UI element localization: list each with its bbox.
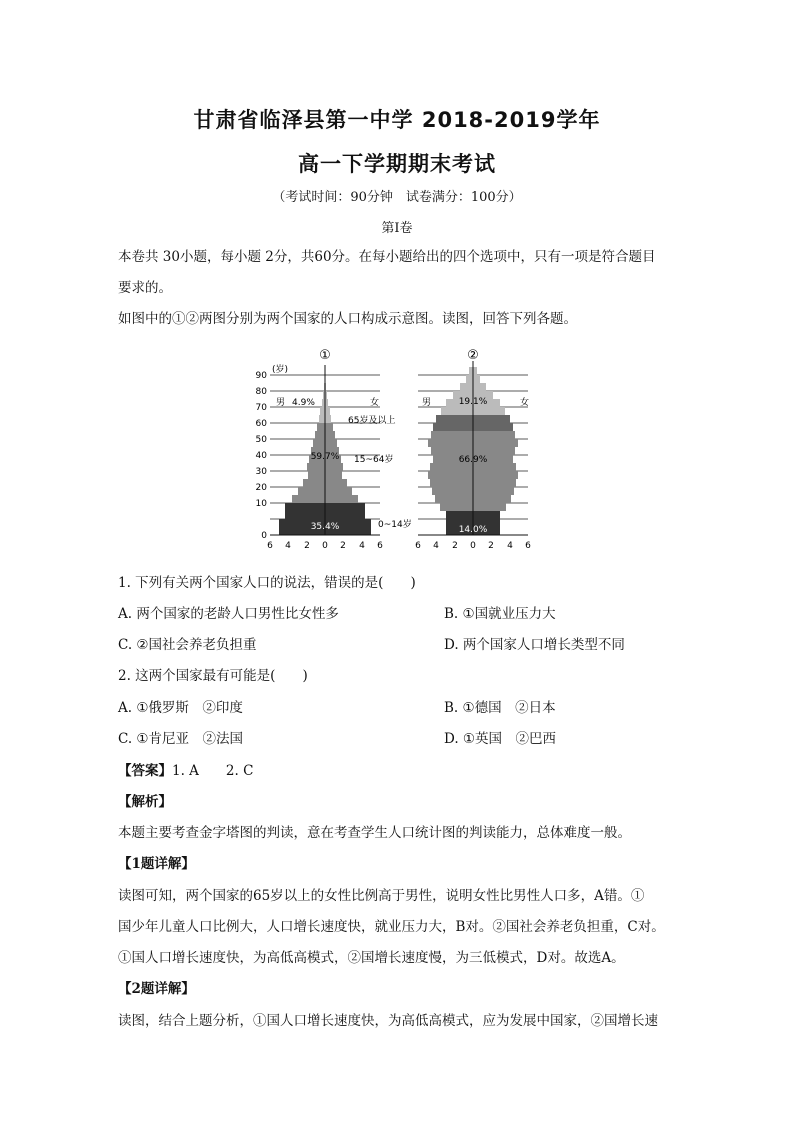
question-2-stem: 2. 这两个国家最有可能是( ) — [118, 668, 308, 684]
x-tick: 4 — [433, 541, 439, 551]
y-tick: 0 — [261, 531, 267, 541]
q1-detail-line-3: ①国人口增长速度快，为高低高模式，②国增长速度慢，为三低模式，D对。故选A。 — [118, 950, 625, 966]
x-tick: 2 — [304, 541, 310, 551]
age-young-label: 0~14岁 — [378, 520, 412, 530]
p2-mid-percent: 66.9% — [458, 455, 488, 465]
answer-line — [118, 759, 253, 779]
instruction-line-2: 要求的。 — [118, 280, 172, 296]
exam-info: （考试时间：90分钟 试卷满分：100分） — [272, 190, 522, 205]
x-tick: 0 — [470, 541, 476, 551]
y-tick: 50 — [255, 435, 267, 445]
q1-option-c: C. ②国社会养老负担重 — [118, 637, 257, 653]
q2-detail-label: 【2题详解】 — [118, 981, 195, 997]
female-label: 女 — [370, 398, 380, 408]
q1-detail-label: 【1题详解】 — [118, 856, 195, 872]
q2-detail-line-1: 读图，结合上题分析，①国人口增长速度快，为高低高模式，应为发展中国家，②国增长速 — [118, 1013, 658, 1029]
y-tick: 30 — [255, 467, 267, 477]
q1-detail-line-2: 国少年儿童人口比例大，人口增长速度快，就业压力大，B对。②国社会养老负担重，C对。 — [118, 919, 665, 935]
population-pyramid-figure — [250, 343, 540, 558]
pyramid-1-label: ① — [319, 348, 331, 363]
x-tick: 6 — [377, 541, 383, 551]
y-tick: 60 — [255, 419, 267, 429]
q1-option-a: A. 两个国家的老龄人口男性比女性多 — [118, 606, 339, 622]
y-tick: 20 — [255, 483, 267, 493]
x-tick: 6 — [415, 541, 421, 551]
age-mid-label: 15~64岁 — [354, 455, 394, 465]
y-tick: 90 — [255, 371, 267, 381]
pyramid-2-label: ② — [467, 348, 479, 363]
y-tick: 80 — [255, 387, 267, 397]
exam-title: 甘肃省临泽县第一中学 2018-2019学年 — [193, 108, 601, 132]
q2-option-b: B. ①德国 ②日本 — [444, 700, 556, 716]
p1-mid-percent: 59.7% — [310, 452, 340, 462]
analysis-text: 本题主要考查金字塔图的判读，意在考查学生人口统计图的判读能力，总体难度一般。 — [118, 825, 631, 841]
q1-option-d: D. 两个国家人口增长类型不同 — [444, 637, 625, 653]
q2-option-a: A. ①俄罗斯 ②印度 — [118, 700, 243, 716]
x-tick: 4 — [285, 541, 291, 551]
x-tick: 2 — [488, 541, 494, 551]
x-tick: 4 — [507, 541, 513, 551]
age-old-label: 65岁及以上 — [348, 416, 396, 426]
pyramid-1 — [256, 348, 412, 551]
x-tick: 6 — [525, 541, 531, 551]
x-tick: 0 — [322, 541, 328, 551]
p2-old-percent: 19.1% — [458, 397, 488, 407]
y-tick: 10 — [255, 499, 267, 509]
y-tick: 70 — [255, 403, 267, 413]
x-tick: 4 — [359, 541, 365, 551]
female-label: 女 — [520, 398, 530, 408]
analysis-label: 【解析】 — [118, 794, 172, 810]
male-label: 男 — [422, 398, 432, 408]
x-tick: 2 — [340, 541, 346, 551]
q1-detail-line-1: 读图可知，两个国家的65岁以上的女性比例高于男性，说明女性比男性人口多，A错。① — [118, 888, 645, 904]
male-label: 男 — [276, 398, 286, 408]
y-tick: 40 — [255, 451, 267, 461]
pyramid-2 — [415, 348, 531, 551]
answer-text: 1. A 2. C — [172, 763, 254, 779]
question-1-stem: 1. 下列有关两个国家人口的说法，错误的是( ) — [118, 575, 416, 591]
answer-label: 【答案】 — [118, 763, 172, 779]
q1-option-b: B. ①国就业压力大 — [444, 606, 556, 622]
x-tick: 6 — [267, 541, 273, 551]
y-unit: (岁) — [272, 365, 289, 375]
x-tick: 2 — [452, 541, 458, 551]
exam-subtitle: 高一下学期期末考试 — [298, 152, 496, 176]
q2-option-d: D. ①英国 ②巴西 — [444, 731, 557, 747]
q2-option-c: C. ①肯尼亚 ②法国 — [118, 731, 244, 747]
volume-label: 第Ⅰ卷 — [381, 221, 413, 236]
instruction-line-1: 本卷共 30小题，每小题 2分，共60分。在每小题给出的四个选项中，只有一项是符合题目 — [118, 249, 656, 265]
instruction-line-3: 如图中的①②两图分别为两个国家的人口构成示意图。读图，回答下列各题。 — [118, 311, 577, 327]
p2-young-percent: 14.0% — [458, 525, 488, 535]
p1-old-percent: 4.9% — [292, 398, 315, 408]
p1-young-percent: 35.4% — [310, 522, 340, 532]
